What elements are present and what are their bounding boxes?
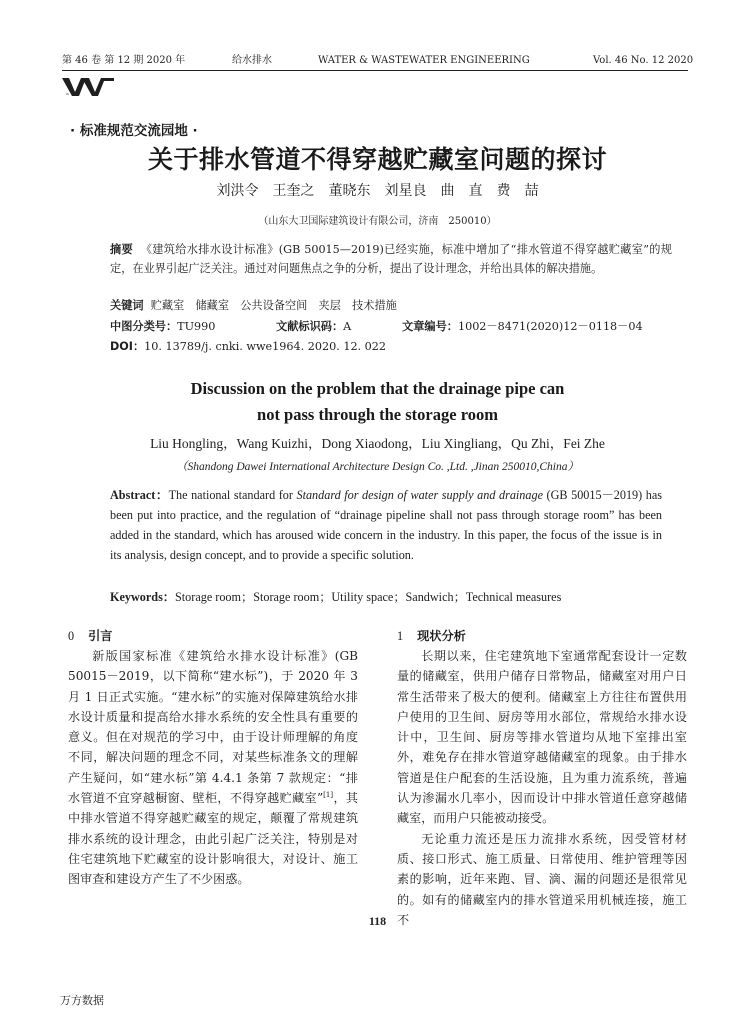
doi-label: DOI： bbox=[110, 340, 145, 353]
doc-code-label: 文献标识码： bbox=[276, 320, 344, 333]
authors-cn: 刘洪令 王奎之 董晓东 刘星良 曲 直 费 喆 bbox=[216, 183, 539, 199]
doi-value: 10. 13789/j. cnki. wwe1964. 2020. 12. 022 bbox=[144, 340, 387, 353]
title-en bbox=[0, 376, 755, 428]
issue-label-en: Vol. 46 No. 12 2020 bbox=[593, 55, 694, 66]
section-1-number: 1 bbox=[397, 629, 404, 643]
article-number-label: 文章编号： bbox=[402, 320, 458, 333]
document-code bbox=[276, 318, 351, 334]
header-rule bbox=[62, 70, 688, 71]
affiliation-cn: （山东大卫国际建筑设计有限公司，济南 250010） bbox=[258, 216, 497, 227]
abstract-en bbox=[110, 485, 662, 565]
right-column bbox=[397, 646, 687, 930]
abstract-cn-text: 《建筑给水排水设计标准》(GB 50015—2019)已经实施，标准中增加了“排水管道不得穿越贮藏室”的规定，在业界引起广泛关注。通过对问题焦点之争的分析，提出了设计理念，并给出具体的解决措施。 bbox=[110, 243, 672, 275]
title-en-line-1: Discussion on the problem that the drainage pipe can bbox=[190, 379, 565, 398]
clc-number bbox=[110, 318, 215, 334]
abstract-en-text-before: The national standard for bbox=[168, 488, 297, 502]
section-1-heading bbox=[397, 627, 466, 644]
article-number-value: 1002－8471(2020)12－0118－04 bbox=[457, 320, 643, 333]
abstract-en-standard-title: Standard for design of water supply and drainage bbox=[296, 488, 543, 502]
keywords-cn-text: 贮藏室 储藏室 公共设备空间 夹层 技术措施 bbox=[150, 299, 397, 312]
keywords-cn-label: 关键词 bbox=[110, 299, 144, 312]
journal-logo bbox=[62, 76, 116, 102]
affiliation-en: （Shandong Dawei International Architecture Design Co. ,Ltd. ,Jinan 250010,China） bbox=[175, 461, 579, 473]
issue-label-cn: 第 46 卷 第 12 期 2020 年 bbox=[62, 55, 186, 66]
section-0-text-b: ，其中排水管道不得穿越贮藏室的规定，颠覆了常规建筑排水系统的设计理念，由此引起广泛关注，特别是对住宅建筑地下贮藏室的设计影响很大，对设计、施工图审查和建设方产生了不少困惑。 bbox=[68, 791, 358, 887]
abstract-en-text-after: (GB 50015－2019) has been put into practice, and the regulation of “drainage pipeline shall not pass through storage room” has been added in the standard, which has aroused wide concern in the industry. In this paper, the focus of the issue is in its analysis, design concept, and to provide a specific solution. bbox=[110, 488, 662, 562]
article-number bbox=[402, 318, 643, 334]
logo-letter: W bbox=[66, 92, 70, 96]
journal-name-en: WATER & WASTEWATER ENGINEERING bbox=[318, 55, 530, 66]
footer-watermark: 万方数据 bbox=[60, 994, 104, 1007]
doi bbox=[110, 338, 386, 354]
doc-code-value: A bbox=[343, 320, 352, 333]
clc-value: TU990 bbox=[177, 320, 216, 333]
series-label: · 标准规范交流园地 · bbox=[70, 123, 198, 139]
keywords-en-label: Keywords： bbox=[110, 590, 175, 604]
keywords-en bbox=[110, 588, 561, 605]
keywords-en-text: Storage room；Storage room；Utility space；Sandwich；Technical measures bbox=[175, 590, 562, 604]
section-1-title: 现状分析 bbox=[417, 629, 466, 643]
section-0-text-a: 新版国家标准《建筑给水排水设计标准》(GB 50015－2019，以下简称“建水标”)，于 2020 年 3 月 1 日正式实施。“建水标”的实施对保障建筑给水排水设计质量和提高给水排水系统的安全性具有重要的意义。但在对规范的学习中，由于设计师理解的角度不同，解决问题的理念不同，对某些标准条文的理解产生疑问，如“建水标”第 4.4.1 条第 7 款规定：“排水管道不宜穿越橱窗、壁柜，不得穿越贮藏室” bbox=[68, 649, 358, 806]
section-0-paragraph-1 bbox=[68, 646, 358, 890]
title-en-line-2: not pass through the storage room bbox=[257, 405, 498, 424]
section-0-heading bbox=[68, 627, 112, 644]
abstract-cn bbox=[110, 240, 672, 278]
abstract-en-label: Abstract： bbox=[110, 488, 169, 502]
keywords-cn bbox=[110, 297, 397, 313]
page-number: 118 bbox=[368, 914, 387, 928]
section-0-number: 0 bbox=[68, 629, 75, 643]
section-0-title: 引言 bbox=[88, 629, 113, 643]
reference-mark[interactable]: [1] bbox=[323, 791, 334, 800]
left-column bbox=[68, 646, 358, 890]
section-1-paragraph-2: 无论重力流还是压力流排水系统，因受管材材质、接口形式、施工质量、日常使用、维护管理等因素的影响，近年来跑、冒、滴、漏的问题还是很常见的。如有的储藏室内的排水管道采用机械连接，施工不 bbox=[397, 831, 687, 927]
journal-name-cn: 给水排水 bbox=[232, 55, 272, 66]
abstract-cn-label: 摘要 bbox=[110, 243, 134, 256]
authors-en: Liu Hongling，Wang Kuizhi，Dong Xiaodong，Liu Xingliang，Qu Zhi，Fei Zhe bbox=[150, 436, 605, 451]
clc-label: 中图分类号： bbox=[110, 320, 178, 333]
section-1-paragraph-1: 长期以来，住宅建筑地下室通常配套设计一定数量的储藏室，供用户储存日常物品，储藏室对用户日常生活带来了极大的便利。储藏室上方往往布置供用户使用的卫生间、厨房等用水部位，常规给水排水设计中，卫生间、厨房等排水管道均从地下室排出室外，难免存在排水管道穿越储藏室的现象。由于排水管道是住户配套的生活设施，且为重力流系统，普遍认为渗漏水几率小，因而设计中排水管道任意穿越储藏室，而用户只能被动接受。 bbox=[397, 649, 687, 826]
title-cn: 关于排水管道不得穿越贮藏室问题的探讨 bbox=[147, 145, 607, 174]
